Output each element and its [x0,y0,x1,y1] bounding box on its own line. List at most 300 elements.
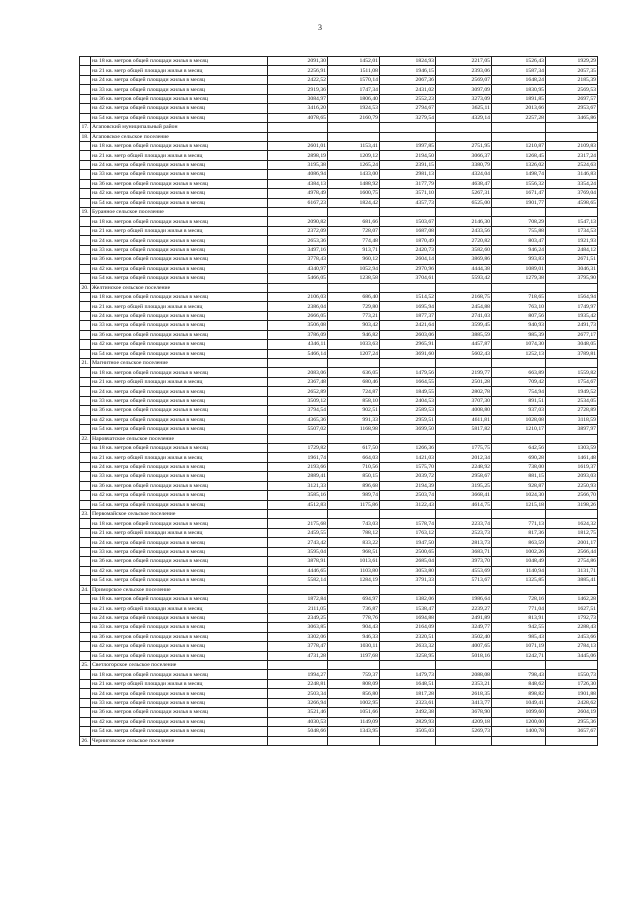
empty-cell [328,123,380,132]
value-cell: 993,83 [492,255,546,264]
value-cell: 4598,65 [546,198,598,207]
empty-cell [380,661,436,670]
value-cell: 2083,06 [268,368,328,377]
table-row [80,519,598,528]
row-label: на 18 кв. метров общей площади жилья в месяц [91,368,268,377]
value-cell: 2601,01 [268,141,328,150]
row-number-cell [80,406,91,415]
value-cell: 1664,55 [380,377,436,386]
section-title: Светлогорское сельское поселение [91,661,268,670]
value-cell: 2013,66 [492,104,546,113]
empty-cell [380,736,436,745]
value-cell: 3046,31 [546,264,598,273]
value-cell: 2552,23 [380,94,436,103]
value-cell: 642,56 [492,443,546,452]
value-cell: 3885,41 [546,576,598,585]
value-cell: 1587,34 [492,66,546,75]
value-cell: 3657,67 [546,727,598,736]
value-cell: 903,42 [328,321,380,330]
value-cell: 3794,54 [268,406,328,415]
row-label: на 54 кв. метра общей площади жилья в месяц [91,500,268,509]
empty-cell [328,434,380,443]
table-row [80,642,598,651]
value-cell: 3506,08 [268,321,328,330]
value-cell: 1891,85 [492,94,546,103]
table-row [80,500,598,509]
value-cell: 898,82 [492,689,546,698]
value-cell: 928,87 [492,481,546,490]
value-cell: 1479,73 [380,670,436,679]
value-cell: 2372,09 [268,226,328,235]
value-cell: 2677,17 [546,330,598,339]
value-cell: 1901,77 [492,198,546,207]
value-cell: 1051,66 [328,708,380,717]
table-row [80,170,598,179]
table-row [80,94,598,103]
table-row [80,340,598,349]
row-number-cell [80,462,91,471]
row-label: на 42 кв. метра общей площади жилья в месяц [91,340,268,349]
row-label: на 54 кв. метра общей площади жилья в месяц [91,274,268,283]
empty-cell [492,510,546,519]
value-cell: 663,89 [492,368,546,377]
row-number-cell [80,538,91,547]
row-label: на 42 кв. метра общей площади жилья в месяц [91,717,268,726]
value-cell: 2288,43 [546,623,598,632]
empty-cell [546,359,598,368]
value-cell: 960,12 [328,255,380,264]
value-cell: 1279,38 [492,274,546,283]
value-cell: 2728,89 [546,406,598,415]
value-cell: 2421,64 [380,321,436,330]
value-cell: 4007,65 [436,642,492,651]
row-number-cell [80,311,91,320]
value-cell: 773,21 [328,311,380,320]
empty-cell [268,585,328,594]
section-title: Наровчатское сельское поселение [91,434,268,443]
value-cell: 2039,72 [380,472,436,481]
section-header-row [80,359,598,368]
value-cell: 3585,16 [268,491,328,500]
value-cell: 2393,06 [436,66,492,75]
value-cell: 3595,04 [268,547,328,556]
row-number-cell [80,113,91,122]
value-cell: 1511,08 [328,66,380,75]
section-title: Желтинское сельское поселение [91,283,268,292]
value-cell: 3789,81 [546,349,598,358]
value-cell: 3249,77 [436,623,492,632]
value-cell: 3195,25 [436,481,492,490]
value-cell: 3897,97 [546,425,598,434]
value-cell: 856,80 [328,689,380,698]
row-label: на 18 кв. метров общей площади жилья в месяц [91,594,268,603]
section-title: Первомайское сельское поселение [91,510,268,519]
empty-cell [436,661,492,670]
value-cell: 4209,18 [436,717,492,726]
value-cell: 2199,77 [436,368,492,377]
value-cell: 2422,52 [268,75,328,84]
value-cell: 2569,53 [546,85,598,94]
table-row [80,443,598,452]
empty-cell [268,510,328,519]
empty-cell [436,132,492,141]
value-cell: 763,10 [492,302,546,311]
row-number-cell [80,613,91,622]
value-cell: 2501,28 [436,377,492,386]
row-number-cell [80,349,91,358]
empty-cell [546,736,598,745]
empty-cell [380,510,436,519]
value-cell: 2257,28 [492,113,546,122]
value-cell: 3699,50 [380,425,436,434]
value-cell: 3053,80 [380,566,436,575]
table-row [80,547,598,556]
row-number-cell [80,151,91,160]
section-title: Буранное сельское поселение [91,208,268,217]
value-cell: 2794,67 [380,104,436,113]
row-number-cell [80,500,91,509]
row-number-cell [80,226,91,235]
empty-cell [380,434,436,443]
row-label: на 36 кв. метров общей площади жилья в месяц [91,557,268,566]
row-label: на 24 кв. метра общей площади жилья в месяц [91,236,268,245]
row-label: на 36 кв. метров общей площади жилья в месяц [91,708,268,717]
row-label: на 18 кв. метров общей площади жилья в месяц [91,57,268,66]
row-label: на 24 кв. метра общей площади жилья в месяц [91,160,268,169]
section-number: 17. [81,124,89,131]
row-label: на 21 кв. метр общей площади жилья в месяц [91,226,268,235]
value-cell: 813,91 [492,613,546,622]
row-label: на 42 кв. метра общей площади жилья в месяц [91,642,268,651]
value-cell: 1210,17 [492,425,546,434]
value-cell: 729,80 [328,302,380,311]
row-number-cell [80,547,91,556]
value-cell: 728,07 [328,226,380,235]
row-label: на 54 кв. метра общей площади жилья в месяц [91,425,268,434]
value-cell: 4346,11 [268,340,328,349]
row-number-cell [80,85,91,94]
empty-cell [268,283,328,292]
row-label: на 33 кв. метра общей площади жилья в месяц [91,321,268,330]
value-cell: 1514,52 [380,292,436,301]
empty-cell [492,123,546,132]
value-cell: 2981,13 [380,170,436,179]
empty-cell [546,585,598,594]
section-header-row [80,283,598,292]
empty-cell [436,123,492,132]
value-cell: 1600,75 [328,189,380,198]
value-cell: 2146,30 [436,217,492,226]
section-number: 22. [81,435,89,442]
row-number-cell [80,651,91,660]
value-cell: 1089,01 [492,264,546,273]
row-number-cell [80,717,91,726]
value-cell: 848,62 [492,679,546,688]
value-cell: 817,36 [492,528,546,537]
value-cell: 3066,37 [436,151,492,160]
value-cell: 1207,24 [328,349,380,358]
value-cell: 1872,84 [268,594,328,603]
empty-cell [492,132,546,141]
table-row [80,198,598,207]
value-cell: 985,39 [492,330,546,339]
value-cell: 2459,55 [268,528,328,537]
value-cell: 3791,33 [380,576,436,585]
section-header-row [80,736,598,745]
value-cell: 1830,95 [492,85,546,94]
row-number-cell [80,189,91,198]
row-label: на 33 кв. метра общей площади жилья в месяц [91,547,268,556]
table-row [80,264,598,273]
table-row [80,377,598,386]
value-cell: 2955,36 [546,717,598,726]
value-cell: 1503,67 [380,217,436,226]
section-title: Магнитное сельское поселение [91,359,268,368]
value-cell: 4638,47 [436,179,492,188]
value-cell: 2829,93 [380,717,436,726]
value-cell: 754,94 [492,387,546,396]
section-number: 21. [81,360,89,367]
value-cell: 1619,37 [546,462,598,471]
value-cell: 3683,71 [436,547,492,556]
value-cell: 1559,82 [546,368,598,377]
value-cell: 2589,53 [380,406,436,415]
row-label: на 24 кв. метра общей площади жилья в месяц [91,387,268,396]
value-cell: 1824,93 [380,57,436,66]
table-row [80,415,598,424]
row-number-cell [80,160,91,169]
value-cell: 1994,27 [268,670,328,679]
value-cell: 3582,60 [436,245,492,254]
value-cell: 2386,04 [268,302,328,311]
value-cell: 3571,10 [380,189,436,198]
value-cell: 728,16 [492,594,546,603]
value-cell: 2367,48 [268,377,328,386]
value-cell: 3502,40 [436,632,492,641]
empty-cell [380,123,436,132]
value-cell: 3273,09 [436,94,492,103]
value-cell: 3122,43 [380,500,436,509]
value-cell: 2239,27 [436,604,492,613]
value-cell: 2067,36 [380,75,436,84]
value-cell: 778,76 [328,613,380,622]
value-cell: 2500,65 [380,547,436,556]
row-number-cell [80,179,91,188]
section-number: 18. [81,133,89,140]
value-cell: 681,66 [328,217,380,226]
value-cell: 942,55 [492,623,546,632]
value-cell: 1140,94 [492,566,546,575]
value-cell: 4365,36 [268,415,328,424]
empty-cell [436,510,492,519]
value-cell: 5048,66 [268,727,328,736]
value-cell: 1877,37 [380,311,436,320]
value-cell: 3505,03 [380,727,436,736]
row-label: на 33 кв. метра общей площади жилья в месяц [91,472,268,481]
value-cell: 985,43 [492,632,546,641]
value-cell: 1949,52 [546,387,598,396]
value-cell: 3131,71 [546,566,598,575]
row-label: на 33 кв. метра общей площади жилья в месяц [91,85,268,94]
row-label: на 36 кв. метров общей площади жилья в месяц [91,632,268,641]
row-label: на 33 кв. метра общей площади жилья в месяц [91,396,268,405]
value-cell: 1266,36 [380,443,436,452]
table-row [80,528,598,537]
empty-cell [268,359,328,368]
row-label: на 36 кв. метров общей площади жилья в месяц [91,406,268,415]
table-row [80,594,598,603]
value-cell: 1921,93 [546,236,598,245]
value-cell: 2813,73 [436,538,492,547]
value-cell: 664,03 [328,453,380,462]
row-label: на 33 кв. метра общей площади жилья в месяц [91,623,268,632]
section-title: Черниговское сельское поселение [91,736,268,745]
value-cell: 2093,03 [546,472,598,481]
row-label: на 21 кв. метр общей площади жилья в месяц [91,679,268,688]
empty-cell [492,208,546,217]
value-cell: 1200,00 [492,717,546,726]
empty-cell [268,736,328,745]
row-label: на 42 кв. метра общей площади жилья в месяц [91,104,268,113]
row-number-cell [80,594,91,603]
value-cell: 2566,70 [546,491,598,500]
value-cell: 1168,98 [328,425,380,434]
row-number-cell [80,557,91,566]
value-cell: 1648,24 [492,75,546,84]
value-cell: 3121,33 [268,481,328,490]
value-cell: 833,22 [328,538,380,547]
value-cell: 2109,83 [546,141,598,150]
value-cell: 4614,75 [436,500,492,509]
value-cell: 6525,00 [436,198,492,207]
row-label: на 54 кв. метра общей площади жилья в месяц [91,113,268,122]
value-cell: 718,65 [492,292,546,301]
value-cell: 3599,45 [436,321,492,330]
row-label: на 18 кв. метров общей площади жилья в месяц [91,670,268,679]
row-number-cell [80,528,91,537]
row-label: на 24 кв. метра общей площади жилья в месяц [91,538,268,547]
row-number-cell [80,670,91,679]
value-cell: 4731,28 [268,651,328,660]
section-title: Агаповское сельское поселение [91,132,268,141]
value-cell: 1961,74 [268,453,328,462]
empty-cell [436,359,492,368]
value-cell: 5466,14 [268,349,328,358]
value-cell: 4357,73 [380,198,436,207]
table-row [80,226,598,235]
row-label: на 33 кв. метра общей площади жилья в месяц [91,170,268,179]
row-label: на 24 кв. метра общей площади жилья в месяц [91,462,268,471]
value-cell: 1048,49 [492,557,546,566]
section-number: 25. [81,662,89,669]
row-label: на 42 кв. метра общей площади жилья в месяц [91,491,268,500]
value-cell: 1052,94 [328,264,380,273]
value-cell: 4324,04 [436,170,492,179]
value-cell: 5602,43 [436,349,492,358]
row-label: на 21 кв. метр общей площади жилья в месяц [91,453,268,462]
value-cell: 2685,04 [380,557,436,566]
empty-cell [328,510,380,519]
value-cell: 1812,75 [546,528,598,537]
value-cell: 2959,51 [380,415,436,424]
value-cell: 2524,63 [546,160,598,169]
row-label: на 24 кв. метра общей площади жилья в месяц [91,75,268,84]
value-cell: 1074,30 [492,340,546,349]
value-cell: 2491,73 [546,321,598,330]
row-label: на 24 кв. метра общей площади жилья в месяц [91,311,268,320]
empty-cell [380,208,436,217]
value-cell: 2233,74 [436,519,492,528]
value-cell: 3445,06 [546,651,598,660]
value-cell: 2697,57 [546,94,598,103]
row-label: на 21 кв. метр общей площади жилья в месяц [91,302,268,311]
section-title: Агаповский муниципальный район [91,123,268,132]
value-cell: 3625,11 [436,104,492,113]
value-cell: 3416,20 [268,104,328,113]
row-number-cell [80,104,91,113]
row-number-cell [80,481,91,490]
value-cell: 2391,15 [380,160,436,169]
value-cell: 2248,92 [436,462,492,471]
value-cell: 3279,54 [380,113,436,122]
row-label: на 33 кв. метра общей площади жилья в месяц [91,698,268,707]
value-cell: 2889,41 [268,472,328,481]
row-number-cell [80,321,91,330]
value-cell: 3786,09 [268,330,328,339]
value-cell: 1461,48 [546,453,598,462]
row-number-cell [80,623,91,632]
row-number-cell [80,396,91,405]
value-cell: 5269,73 [436,727,492,736]
value-cell: 2431,02 [380,85,436,94]
value-cell: 3097,09 [436,85,492,94]
value-cell: 1624,32 [546,519,598,528]
row-label: на 42 кв. метра общей площади жилья в месяц [91,189,268,198]
value-cell: 1103,80 [328,566,380,575]
value-cell: 3465,86 [546,113,598,122]
table-row [80,698,598,707]
value-cell: 3707,30 [436,396,492,405]
table-row [80,349,598,358]
value-cell: 946,24 [492,245,546,254]
value-cell: 738,00 [492,462,546,471]
value-cell: 1734,53 [546,226,598,235]
empty-cell [268,434,328,443]
table-row [80,651,598,660]
value-cell: 1002,95 [328,698,380,707]
value-cell: 1242,71 [492,651,546,660]
value-cell: 1488,92 [328,179,380,188]
value-cell: 863,59 [492,538,546,547]
value-cell: 2168,75 [436,292,492,301]
table-row [80,717,598,726]
row-number-cell [80,57,91,66]
value-cell: 2720,82 [436,236,492,245]
table-row [80,321,598,330]
row-label: на 21 кв. метр общей площади жилья в месяц [91,151,268,160]
table-row [80,236,598,245]
value-cell: 937,03 [492,406,546,415]
row-number-cell [80,679,91,688]
table-row [80,330,598,339]
table-row [80,189,598,198]
value-cell: 1303,59 [546,443,598,452]
row-number-cell [80,340,91,349]
table-row [80,538,598,547]
row-number-cell [80,377,91,386]
value-cell: 5593,42 [436,274,492,283]
value-cell: 1749,97 [546,302,598,311]
